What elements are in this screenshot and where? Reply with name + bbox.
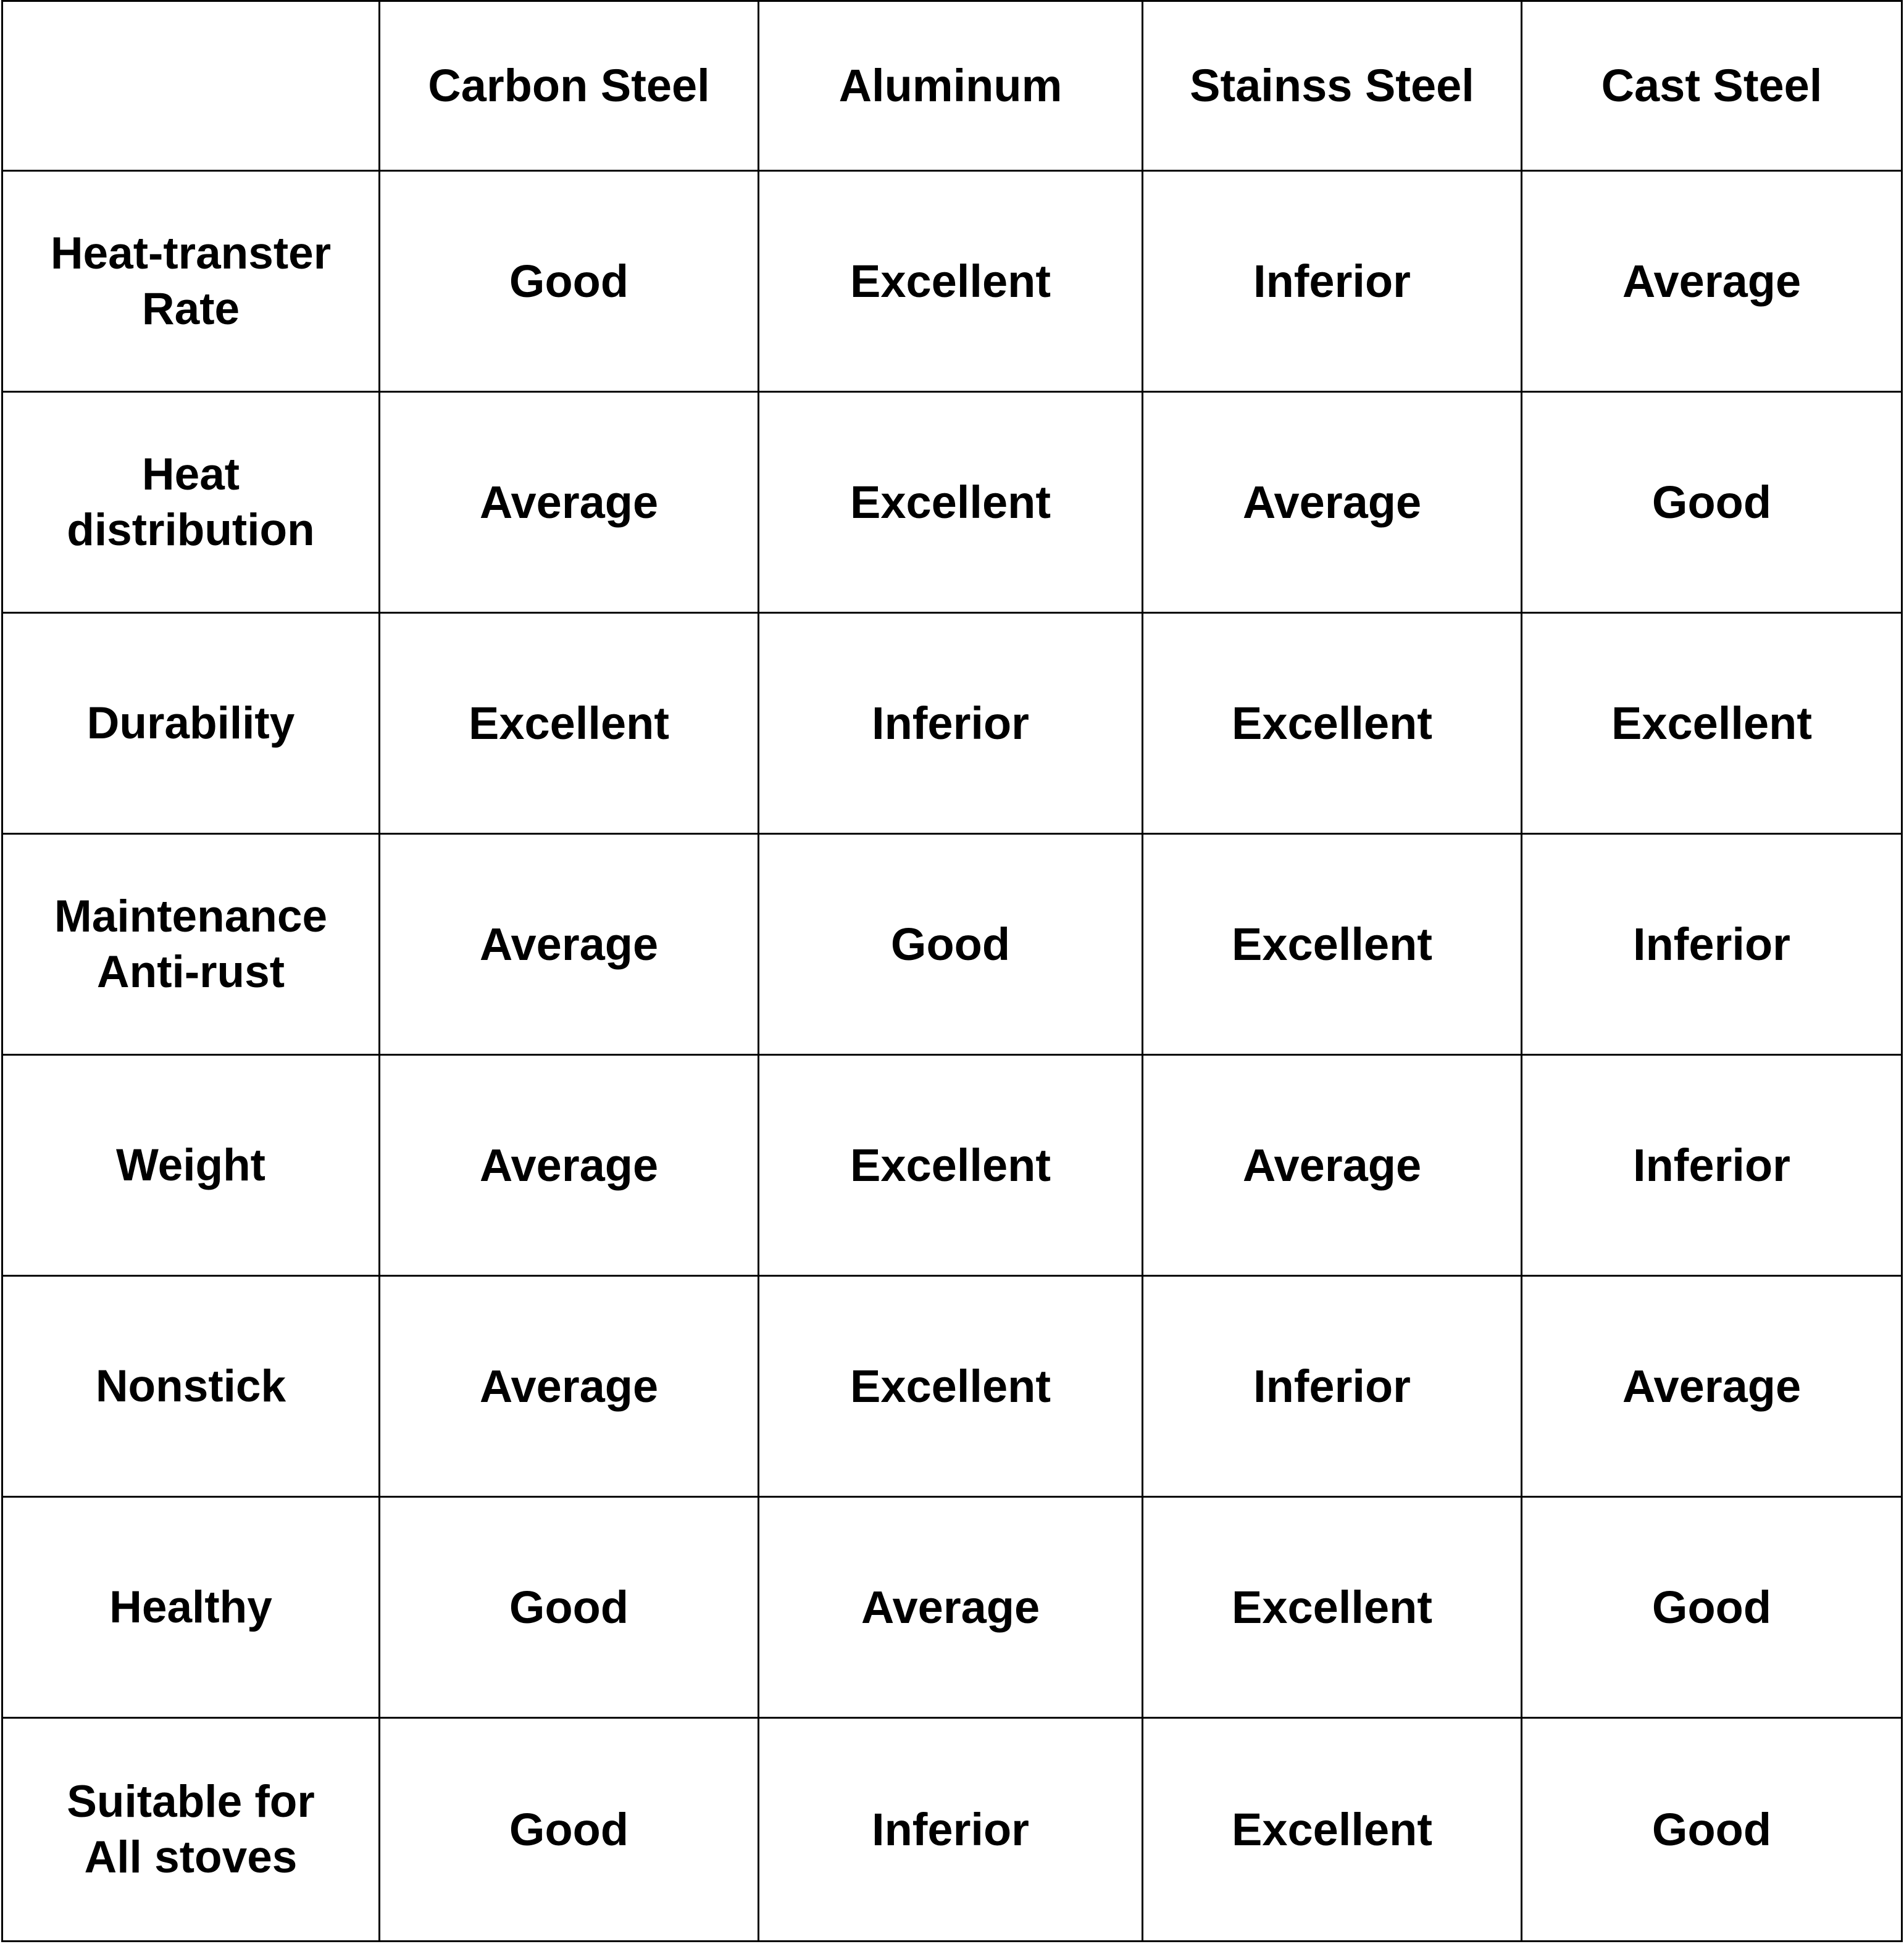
table-cell: Average xyxy=(1143,393,1522,614)
column-header-stainless-steel: Stainss Steel xyxy=(1143,0,1522,172)
table-cell: Excellent xyxy=(1143,1498,1522,1719)
table-cell: Inferior xyxy=(1522,1056,1903,1277)
table-cell: Excellent xyxy=(1143,614,1522,835)
table-cell: Good xyxy=(1522,1498,1903,1719)
table-cell: Good xyxy=(759,835,1143,1056)
table-cell: Inferior xyxy=(1143,172,1522,393)
column-header-carbon-steel: Carbon Steel xyxy=(380,0,759,172)
table-cell: Excellent xyxy=(1522,614,1903,835)
table-cell: Average xyxy=(380,393,759,614)
table-cell: Good xyxy=(380,172,759,393)
row-label-heat-transfer-rate: Heat-transter Rate xyxy=(1,172,380,393)
table-cell: Average xyxy=(759,1498,1143,1719)
row-label-maintenance-anti-rust: Maintenance Anti-rust xyxy=(1,835,380,1056)
table-cell: Average xyxy=(1143,1056,1522,1277)
table-cell: Average xyxy=(380,1277,759,1498)
table-cell: Good xyxy=(1522,393,1903,614)
table-cell: Average xyxy=(1522,172,1903,393)
table-cell: Average xyxy=(380,1056,759,1277)
table-cell: Good xyxy=(380,1719,759,1942)
table-cell: Excellent xyxy=(759,1277,1143,1498)
table-cell: Excellent xyxy=(1143,1719,1522,1942)
column-header-aluminum: Aluminum xyxy=(759,0,1143,172)
table-cell: Excellent xyxy=(380,614,759,835)
row-label-suitable-for-all-stoves: Suitable for All stoves xyxy=(1,1719,380,1942)
column-header-cast-steel: Cast Steel xyxy=(1522,0,1903,172)
table-cell: Inferior xyxy=(759,614,1143,835)
row-label-healthy: Healthy xyxy=(1,1498,380,1719)
row-label-durability: Durability xyxy=(1,614,380,835)
row-label-nonstick: Nonstick xyxy=(1,1277,380,1498)
table-cell: Good xyxy=(380,1498,759,1719)
table-cell: Inferior xyxy=(1143,1277,1522,1498)
row-label-heat-distribution: Heat distribution xyxy=(1,393,380,614)
table-cell: Average xyxy=(1522,1277,1903,1498)
table-cell: Inferior xyxy=(1522,835,1903,1056)
table-cell: Excellent xyxy=(1143,835,1522,1056)
row-label-weight: Weight xyxy=(1,1056,380,1277)
table-cell: Excellent xyxy=(759,1056,1143,1277)
header-corner-cell xyxy=(1,0,380,172)
table-cell: Inferior xyxy=(759,1719,1143,1942)
table-cell: Average xyxy=(380,835,759,1056)
comparison-table xyxy=(1,0,1903,1942)
table-cell: Excellent xyxy=(759,172,1143,393)
table-cell: Excellent xyxy=(759,393,1143,614)
table-cell: Good xyxy=(1522,1719,1903,1942)
